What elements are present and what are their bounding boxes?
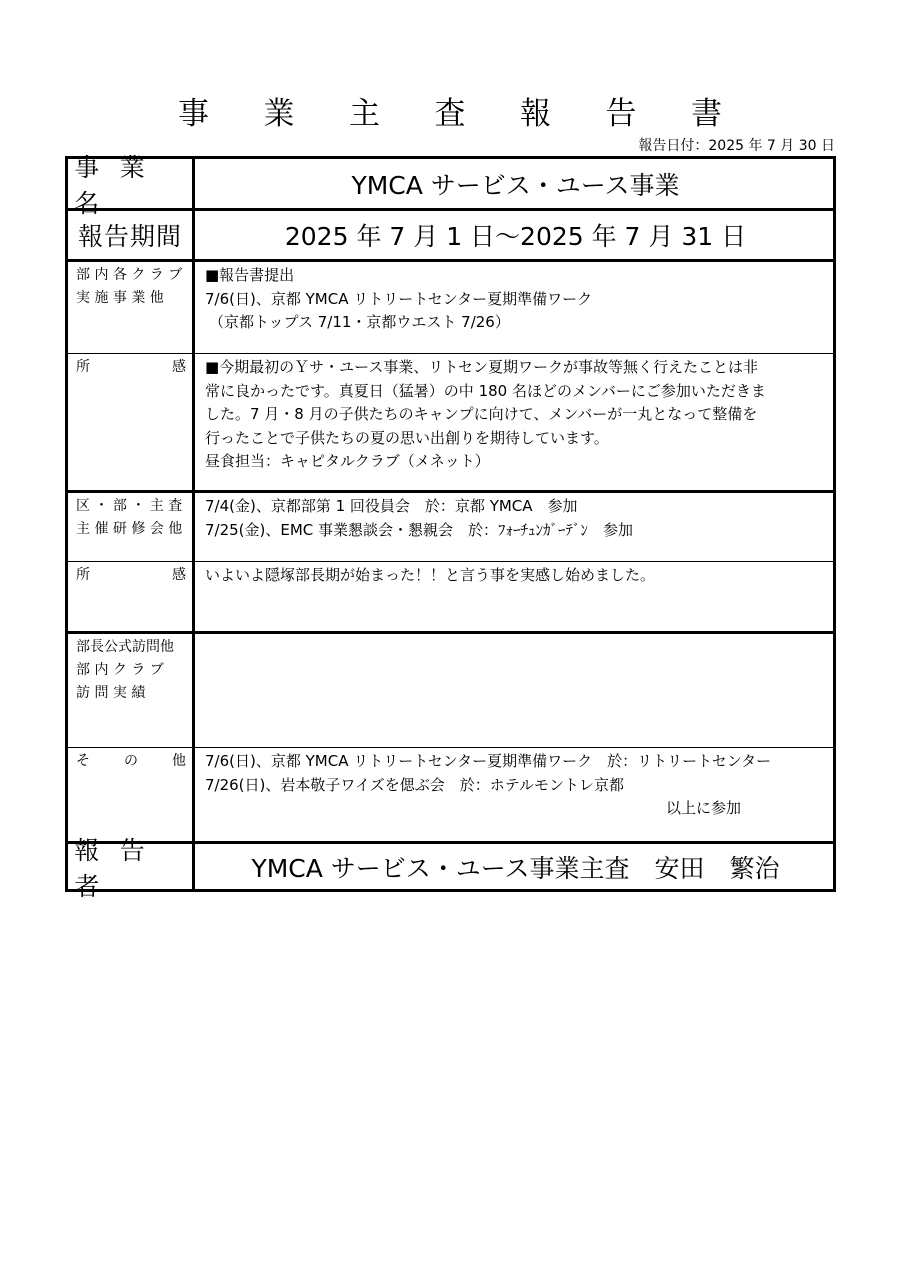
other-label-right: 他 [172, 753, 186, 769]
club-activities-label-line-2: 実 施 事 業 他 [76, 290, 164, 306]
impression-2-content [198, 562, 833, 631]
impression-2-label [68, 562, 195, 631]
impression-1-label-right: 感 [172, 359, 186, 375]
district-events-row [68, 490, 833, 561]
club-activities-label [68, 262, 195, 353]
reporter-label: 報 告 者 [68, 844, 195, 889]
impression-1-line: 昼食担当：キャピタルクラブ（メネット） [205, 452, 490, 470]
impression-1-line: ■今期最初のＹサ・ユース事業、リトセン夏期ワークが事故等無く行えたことは非 [205, 358, 758, 376]
other-line: 7/6(日)、京都 YMCA リトリートセンター夏期準備ワーク 於：リトリートセンター [205, 752, 772, 770]
impression-1-label-left: 所 [76, 359, 90, 375]
impression-1-line: 常に良かったです。真夏日（猛暑）の中 180 名ほどのメンバーにご参加いただきま [205, 381, 766, 400]
business-name-label: 事 業 名 [68, 159, 195, 208]
document-title: 事 業 主 査 報 告 書 [178, 96, 745, 132]
report-date: 報告日付：2025 年 7 月 30 日 [638, 138, 835, 154]
district-events-content [198, 493, 833, 561]
period-value: 2025 年 7 月 1 日～2025 年 7 月 31 日 [284, 222, 747, 251]
reporter-row [68, 835, 833, 901]
district-events-line: 7/25(金)、EMC 事業懇談会・懇親会 於：ﾌｫｰﾁｭﾝｶﾞｰﾃﾞﾝ 参加 [205, 520, 634, 539]
other-note: 以上に参加 [665, 799, 741, 817]
official-visits-label-line-2: 部 内 ク ラ ブ [76, 662, 164, 678]
other-line: 7/26(日)、岩本敬子ワイズを偲ぶ会 於：ホテルモントレ京都 [205, 775, 625, 794]
club-activities-line: ■報告書提出 [205, 266, 295, 284]
reporter-value: YMCA サービス・ユース事業主査 安田 繁治 [251, 853, 780, 883]
club-activities-label-line-1: 部 内 各 ク ラ ブ [76, 267, 183, 283]
period-row [68, 208, 833, 259]
impression-1-line: した。7 月・8 月の子供たちのキャンプに向けて、メンバーが一丸となって整備を [205, 405, 758, 423]
impression-2-line: いよいよ隠塚部長期が始まった！！と言う事を実感し始めました。 [205, 566, 656, 584]
impression-1-content [198, 354, 833, 490]
official-visits-row [68, 631, 833, 747]
club-activities-content [198, 262, 833, 353]
impression-1-line: 行ったことで子供たちの夏の思い出創りを期待しています。 [205, 428, 609, 447]
other-content [198, 748, 833, 841]
official-visits-label [68, 634, 195, 747]
official-visits-label-line-1: 部長公式訪問他 [76, 639, 174, 655]
other-label [68, 748, 195, 841]
official-visits-content [198, 634, 833, 747]
business-name-row [68, 152, 833, 218]
district-events-label-line-1: 区 ・ 部 ・ 主 査 [76, 498, 183, 514]
impression-2-label-right: 感 [172, 567, 186, 583]
official-visits-label-line-3: 訪 問 実 績 [76, 685, 146, 701]
report-form [65, 152, 836, 901]
impression-1-label [68, 354, 195, 490]
club-activities-line: 7/6(日)、京都 YMCA リトリートセンター夏期準備ワーク [205, 289, 593, 308]
district-events-label [68, 493, 195, 561]
district-events-label-line-2: 主 催 研 修 会 他 [76, 521, 183, 537]
impression-2-row [68, 561, 833, 631]
period-label: 報告期間 [68, 211, 195, 259]
business-name-value: YMCA サービス・ユース事業 [351, 170, 680, 200]
club-activities-row [68, 259, 833, 353]
district-events-line: 7/4(金)、京都部第 1 回役員会 於：京都 YMCA 参加 [205, 497, 578, 515]
other-row [68, 747, 833, 841]
other-label-mid: の [124, 753, 138, 769]
impression-2-label-left: 所 [76, 567, 90, 583]
impression-1-row [68, 353, 833, 490]
club-activities-line: （京都トップス 7/11・京都ウエスト 7/26） [209, 313, 510, 331]
other-label-left: そ [76, 753, 90, 769]
